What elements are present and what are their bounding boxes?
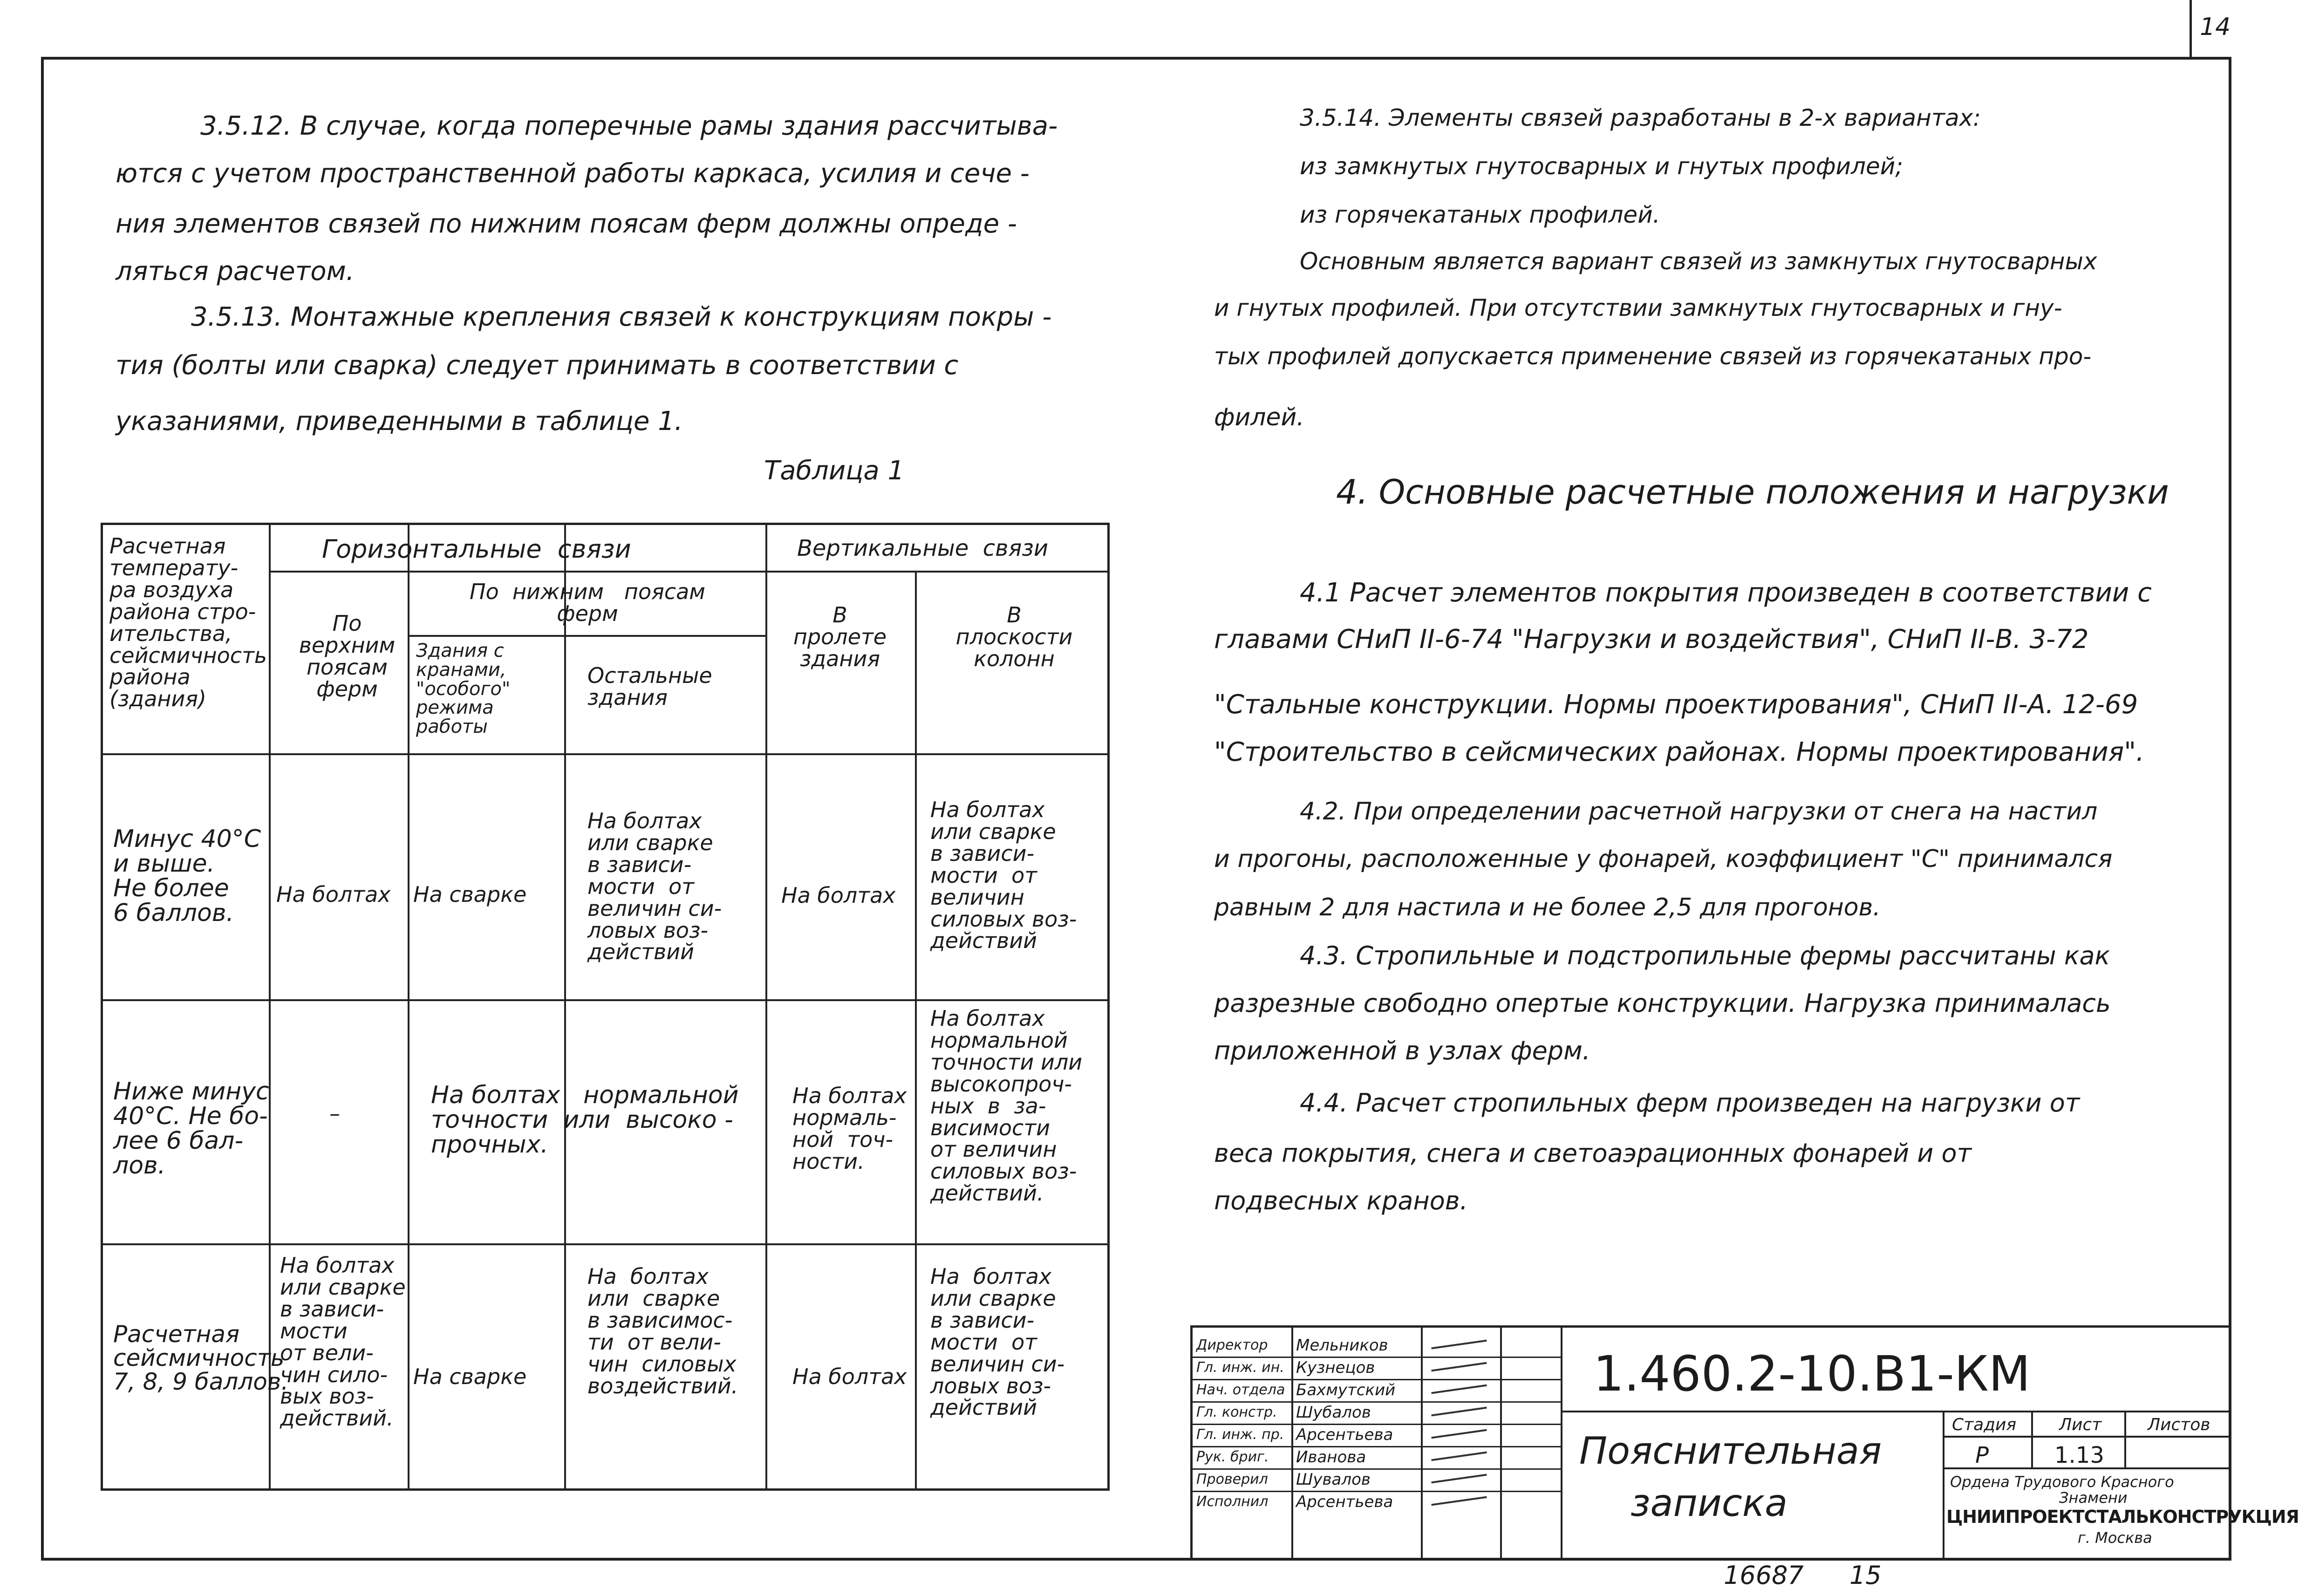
paragraph-4-2-line-3: равным 2 для настила и не более 2,5 для прогонов. bbox=[1214, 893, 1881, 921]
stamp-role: Проверил bbox=[1196, 1471, 1268, 1487]
paragraph-4-2-line-1: 4.2. При определении расчетной нагрузки от снега на настил bbox=[1300, 798, 2098, 825]
col-divider-3 bbox=[564, 525, 566, 1489]
stamp-role: Нач. отдела bbox=[1196, 1382, 1285, 1398]
paragraph-3-5-14-line-1: 3.5.14. Элементы связей разработаны в 2-х вариантах: bbox=[1300, 104, 1981, 131]
header-divider-bottom-chords bbox=[408, 635, 766, 637]
stamp-info-row-1 bbox=[1943, 1436, 2231, 1438]
org-line-1: Ордена Трудового Красного bbox=[1950, 1473, 2174, 1491]
stamp-name: Иванова bbox=[1296, 1448, 1366, 1466]
paragraph-4-4-line-2: веса покрытия, снега и светоаэрационных фонарей и от bbox=[1214, 1139, 1972, 1168]
paragraph-3-5-12-line-4: ляться расчетом. bbox=[116, 256, 355, 286]
paragraph-4-1-line-4: "Строительство в сейсмических районах. Нормы проектирования". bbox=[1214, 737, 2144, 767]
row1-column-plane: На болтах или сварке в зависи- мости от величин силовых воз- действий bbox=[930, 797, 1077, 954]
stamp-name: Бахмутский bbox=[1296, 1381, 1396, 1399]
stamp-row-divider bbox=[1193, 1468, 1561, 1470]
stamp-role: Гл. констр. bbox=[1196, 1404, 1277, 1420]
stamp-role: Исполнил bbox=[1196, 1494, 1269, 1510]
stamp-role: Рук. бриг. bbox=[1196, 1449, 1269, 1465]
footer-number-2: 15 bbox=[1849, 1561, 1882, 1590]
document-code: 1.460.2-10.В1-КМ bbox=[1593, 1345, 2031, 1402]
col-divider-4 bbox=[765, 525, 767, 1489]
stamp-name: Шубалов bbox=[1296, 1403, 1371, 1422]
paragraph-3-5-14-line-3: из горячекатаных профилей. bbox=[1300, 201, 1660, 228]
stamp-info-left bbox=[1943, 1411, 1944, 1558]
paragraph-3-5-13-line-2: тия (болты или сварка) следует принимать в соответствии с bbox=[116, 350, 959, 381]
paragraph-3-5-14-line-2: из замкнутых гнутосварных и гнутых профилей; bbox=[1300, 153, 1903, 180]
sheet-label: Лист bbox=[2059, 1415, 2102, 1434]
header-bottom bbox=[103, 753, 1109, 755]
org-line-2: Знамени bbox=[2059, 1489, 2128, 1507]
stamp-col-1 bbox=[1291, 1328, 1293, 1558]
stamp-col-4 bbox=[1561, 1328, 1562, 1558]
footer-number-1: 16687 bbox=[1724, 1561, 1804, 1590]
table-1 bbox=[101, 523, 1110, 1491]
row1-in-span: На болтах bbox=[781, 883, 896, 908]
paragraph-3-5-12-line-3: ния элементов связей по нижним поясам ферм должны опреде - bbox=[116, 209, 1017, 239]
org-city: г. Москва bbox=[2078, 1529, 2152, 1547]
stamp-role: Директор bbox=[1196, 1337, 1268, 1353]
paragraph-3-5-14-line-5: и гнутых профилей. При отсутствии замкнутых гнутосварных и гну- bbox=[1214, 294, 2062, 321]
paragraph-4-4-line-3: подвесных кранов. bbox=[1214, 1186, 1468, 1215]
title-block bbox=[1190, 1325, 2299, 1561]
signature-mark bbox=[1431, 1429, 1487, 1439]
signature-mark bbox=[1431, 1496, 1487, 1506]
paragraph-3-5-14-line-6: тых профилей допускается применение связей из горячекатаных про- bbox=[1214, 343, 2092, 370]
signature-mark bbox=[1431, 1407, 1487, 1417]
stamp-col-2 bbox=[1421, 1328, 1423, 1558]
row2-in-span: На болтах нормаль- ной точ- ности. bbox=[792, 1083, 907, 1174]
row2-top-chords: – bbox=[329, 1101, 340, 1126]
paragraph-4-2-line-2: и прогоны, расположенные у фонарей, коэффициент "С" принимался bbox=[1214, 845, 2113, 873]
row2-condition: Ниже минус 40°С. Не бо- лее 6 бал- лов. bbox=[113, 1078, 269, 1180]
stamp-row-divider bbox=[1193, 1424, 1561, 1425]
signature-mark bbox=[1431, 1452, 1487, 1461]
header-crane-buildings: Здания с кранами, "особого" режима работы bbox=[416, 640, 511, 738]
paragraph-4-1-line-3: "Стальные конструкции. Нормы проектирования", СНиП II-А. 12-69 bbox=[1214, 689, 2138, 720]
stamp-col-3 bbox=[1500, 1328, 1502, 1558]
paragraph-3-5-13-line-1: 3.5.13. Монтажные крепления связей к конструкциям покры - bbox=[191, 302, 1052, 332]
stamp-name: Кузнецов bbox=[1296, 1358, 1375, 1377]
header-horizontal-bracing: Горизонтальные связи bbox=[322, 534, 631, 564]
header-vertical-bracing: Вертикальные связи bbox=[797, 535, 1049, 561]
page-number-divider bbox=[2190, 0, 2192, 57]
stamp-row-divider bbox=[1193, 1401, 1561, 1403]
stamp-name: Мельников bbox=[1296, 1336, 1388, 1355]
table-caption: Таблица 1 bbox=[764, 456, 905, 486]
stamp-name: Шувалов bbox=[1296, 1470, 1371, 1489]
row3-other-buildings: На болтах или сварке в зависимос- ти от вели- чин силовых воздействий. bbox=[587, 1264, 738, 1398]
signature-mark bbox=[1431, 1340, 1487, 1350]
paragraph-3-5-14-line-4: Основным является вариант связей из замкнутых гнутосварных bbox=[1300, 248, 2097, 275]
document-title-line-2: записка bbox=[1630, 1481, 1788, 1525]
row-divider-1 bbox=[103, 999, 1109, 1001]
stamp-role: Гл. инж. ин. bbox=[1196, 1359, 1284, 1376]
paragraph-4-3-line-1: 4.3. Стропильные и подстропильные фермы рассчитаны как bbox=[1300, 941, 2110, 970]
paragraph-3-5-13-line-3: указаниями, приведенными в таблице 1. bbox=[116, 406, 683, 437]
stamp-info-col-2 bbox=[2124, 1411, 2126, 1467]
stamp-info-col-1 bbox=[2031, 1411, 2033, 1467]
header-divider-groups bbox=[269, 571, 1107, 573]
stamp-code-bottom bbox=[1561, 1411, 2231, 1412]
stamp-row-divider bbox=[1193, 1357, 1561, 1358]
row3-condition: Расчетная сейсмичность 7, 8, 9 баллов. bbox=[113, 1321, 289, 1395]
header-in-span: В пролете здания bbox=[793, 602, 887, 671]
header-column-plane: В плоскости колонн bbox=[955, 602, 1073, 671]
signature-mark bbox=[1431, 1362, 1487, 1372]
stamp-row-divider bbox=[1193, 1379, 1561, 1380]
paragraph-3-5-14-line-7: филей. bbox=[1214, 403, 1304, 431]
row1-crane-buildings: На сварке bbox=[413, 882, 527, 907]
stage-label: Стадия bbox=[1952, 1415, 2017, 1434]
sheet-value: 1.13 bbox=[2054, 1442, 2104, 1468]
row2-bottom-chords-merged: На болтах нормальной точности или высоко - прочных. bbox=[431, 1081, 739, 1159]
header-bottom-chords: По нижним поясам ферм bbox=[470, 579, 705, 626]
paragraph-4-3-line-2: разрезные свободно опертые конструкции. Нагрузка принималась bbox=[1214, 989, 2111, 1018]
stamp-row-divider bbox=[1193, 1491, 1561, 1492]
stamp-name: Арсентьева bbox=[1296, 1425, 1393, 1444]
stamp-role: Гл. инж. пр. bbox=[1196, 1426, 1284, 1443]
row3-crane-buildings: На сварке bbox=[413, 1364, 527, 1389]
stage-value: Р bbox=[1975, 1442, 1989, 1468]
signature-mark bbox=[1431, 1385, 1487, 1394]
paragraph-4-1-line-1: 4.1 Расчет элементов покрытия произведен в соответствии с bbox=[1300, 578, 2152, 608]
col-divider-5 bbox=[915, 572, 917, 1489]
row1-other-buildings: На болтах или сварке в зависи- мости от величин си- ловых воз- действий bbox=[587, 808, 722, 965]
header-climate-conditions: Расчетная температу- ра воздуха района стро- ительства, сейсмичность района (здания) bbox=[109, 533, 267, 712]
stamp-name: Арсентьева bbox=[1296, 1493, 1393, 1511]
stamp-row-divider bbox=[1193, 1446, 1561, 1447]
section-4-title: 4. Основные расчетные положения и нагрузки bbox=[1336, 472, 2169, 512]
header-other-buildings: Остальные здания bbox=[587, 663, 712, 710]
paragraph-4-4-line-1: 4.4. Расчет стропильных ферм произведен на нагрузки от bbox=[1300, 1088, 2080, 1118]
organization-name: ЦНИИПРОЕКТСТАЛЬКОНСТРУКЦИЯ bbox=[1946, 1507, 2299, 1527]
row3-column-plane: На болтах или сварке в зависи- мости от величин си- ловых воз- действий bbox=[930, 1264, 1065, 1420]
row2-column-plane: На болтах нормальной точности или высокопроч- ных в за- висимости от величин силовых воз- действий. bbox=[930, 1006, 1083, 1206]
row3-in-span: На болтах bbox=[792, 1364, 907, 1389]
row-divider-2 bbox=[103, 1243, 1109, 1245]
row1-top-chords: На болтах bbox=[276, 882, 391, 907]
row3-top-chords: На болтах или сварке в зависи- мости от вели- чин сило- вых воз- действий. bbox=[280, 1253, 406, 1431]
paragraph-4-3-line-3: приложенной в узлах ферм. bbox=[1214, 1036, 1590, 1065]
page-number: 14 bbox=[2200, 13, 2231, 41]
signature-mark bbox=[1431, 1474, 1487, 1484]
header-top-chords: По верхним поясам ферм bbox=[299, 611, 396, 702]
paragraph-3-5-12-line-1: 3.5.12. В случае, когда поперечные рамы здания рассчитыва- bbox=[200, 111, 1058, 141]
row1-condition: Минус 40°С и выше. Не более 6 баллов. bbox=[113, 825, 261, 928]
paragraph-3-5-12-line-2: ются с учетом пространственной работы каркаса, усилия и сече - bbox=[116, 158, 1030, 189]
document-title-line-1: Пояснительная bbox=[1579, 1429, 1882, 1473]
paragraph-4-1-line-2: главами СНиП II-6-74 "Нагрузки и воздействия", СНиП II-В. 3-72 bbox=[1214, 624, 2089, 655]
sheets-label: Листов bbox=[2148, 1415, 2210, 1434]
